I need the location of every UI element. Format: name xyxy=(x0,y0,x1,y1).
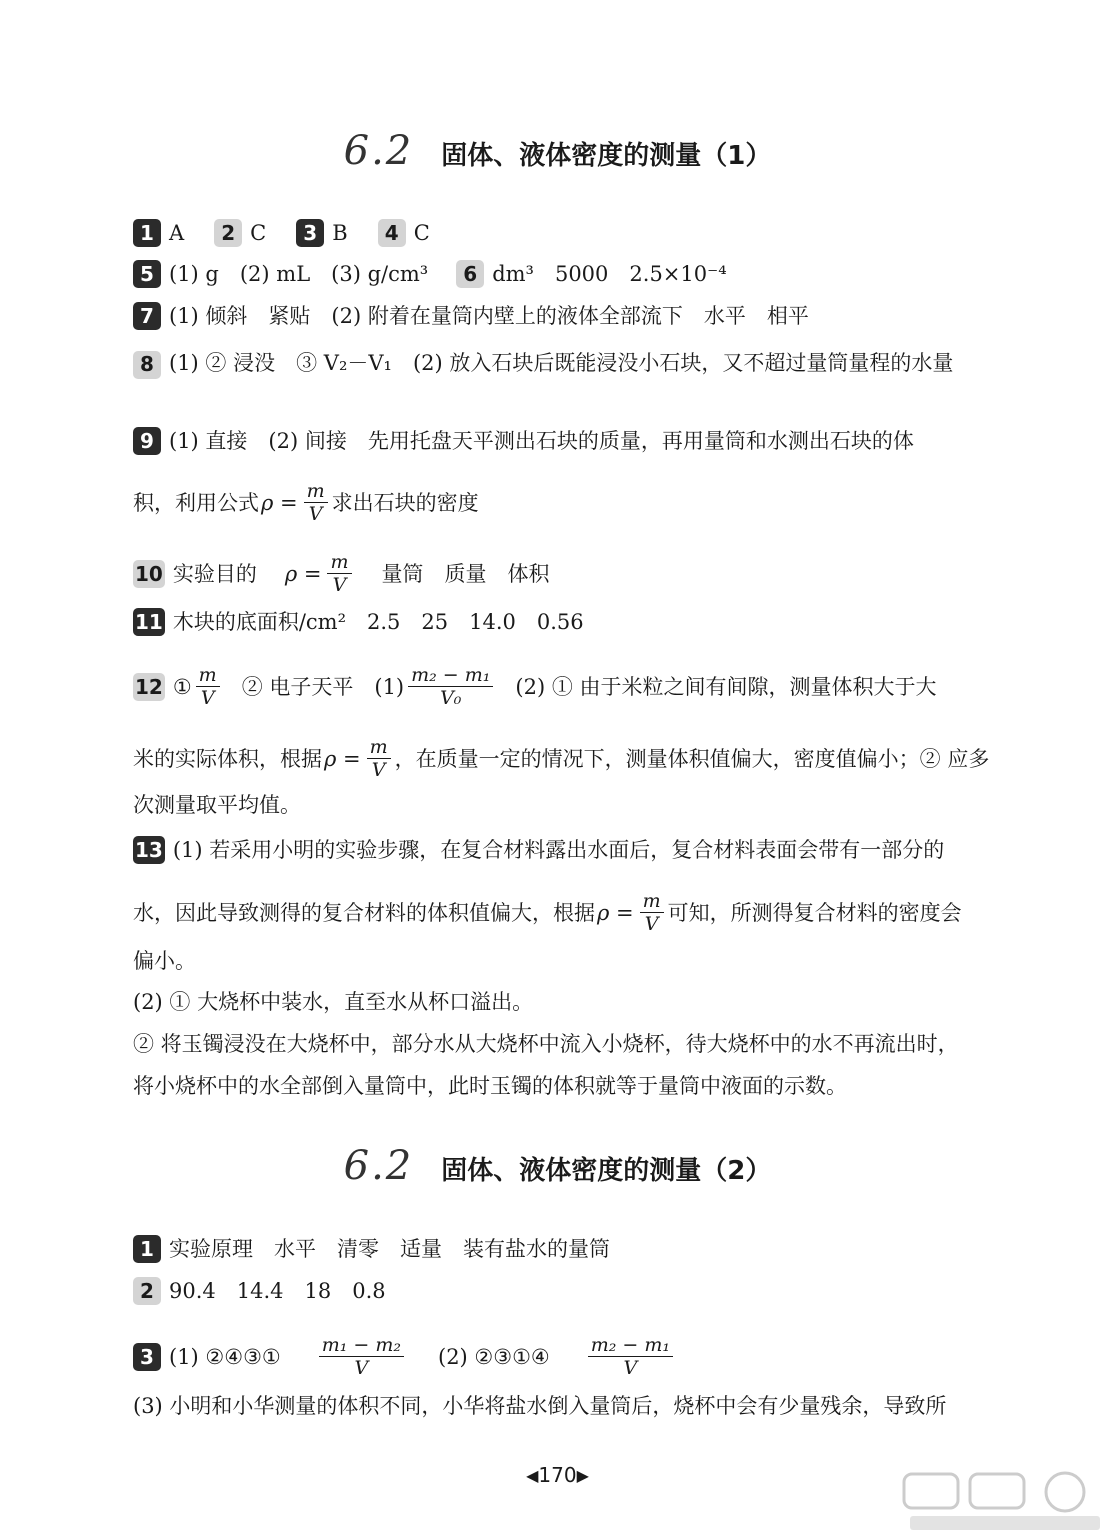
answer-text: 90.4 14.4 18 0.8 xyxy=(169,1279,386,1303)
answer-text: (2) ① 大烧杯中装水，直至水从杯口溢出。 xyxy=(133,990,534,1014)
fraction-m1-m2-over-V xyxy=(319,1334,404,1379)
answer-row-5-6 xyxy=(133,259,727,289)
formula-rho: ρ = xyxy=(324,746,361,771)
answer-text: 偏小。 xyxy=(133,949,196,973)
answer-row-9-line1 xyxy=(133,426,914,456)
denominator: V₀ xyxy=(440,687,462,709)
denominator: V xyxy=(354,1357,369,1379)
answer-text: (1) ② 浸没 ③ V₂－V₁ (2) 放入石块后既能浸没小石块，又不超过量筒量程的水量 xyxy=(169,351,954,375)
fraction-m-over-V xyxy=(196,664,220,709)
answer-text: ，在质量一定的情况下，测量体积值偏大，密度值偏小；② 应多 xyxy=(394,746,990,771)
question-badge: 2 xyxy=(214,219,242,247)
answer-row-12-line1 xyxy=(133,664,937,709)
question-badge: 3 xyxy=(296,219,324,247)
denominator: V xyxy=(332,574,347,596)
numerator: m₂ − m₁ xyxy=(408,664,493,687)
question-badge: 1 xyxy=(133,1235,161,1263)
numerator: m xyxy=(327,551,351,574)
answer-text: (2) ① 由于米粒之间有间隙，测量体积大于大 xyxy=(515,674,937,699)
answer-text: (1) g (2) mL (3) g/cm³ xyxy=(169,262,429,286)
answer-text: C xyxy=(250,221,267,245)
formula-rho: ρ = xyxy=(284,561,322,586)
section-heading: 固体、液体密度的测量（1） xyxy=(441,141,772,171)
s2-answer-row-1 xyxy=(133,1234,610,1264)
numerator: m xyxy=(367,736,391,759)
answer-text: (1) 直接 (2) 间接 先用托盘天平测出石块的质量，再用量筒和水测出石块的体 xyxy=(169,429,914,453)
answer-row-9-line2 xyxy=(133,480,479,525)
answer-text: 木块的底面积/cm² 2.5 25 14.0 0.56 xyxy=(172,610,584,634)
denominator: V xyxy=(623,1357,638,1379)
answer-text: 量筒 质量 体积 xyxy=(381,561,550,586)
fraction-m2-m1-over-V0 xyxy=(408,664,493,709)
numerator: m₂ − m₁ xyxy=(588,1334,673,1357)
section-title-1 xyxy=(0,128,1115,174)
numerator: m xyxy=(640,890,664,913)
answer-text: ② 将玉镯浸没在大烧杯中，部分水从大烧杯中流入小烧杯，待大烧杯中的水不再流出时， xyxy=(133,1032,959,1056)
question-badge: 10 xyxy=(135,561,163,586)
denominator: V xyxy=(644,913,659,935)
section-number: 6.2 xyxy=(343,128,414,174)
answer-text: 实验目的 xyxy=(172,561,257,586)
answer-text: (1) 若采用小明的实验步骤，在复合材料露出水面后，复合材料表面会带有一部分的 xyxy=(172,838,945,862)
numerator: m xyxy=(304,480,328,503)
question-badge: 3 xyxy=(133,1343,161,1371)
answer-text: B xyxy=(332,221,348,245)
answer-row-8 xyxy=(133,343,1018,384)
denominator: V xyxy=(308,503,323,525)
question-badge: 1 xyxy=(133,219,161,247)
answer-row-11 xyxy=(133,607,584,637)
question-badge: 6 xyxy=(456,260,484,288)
answer-text: 水，因此导致测得的复合材料的体积值偏大，根据 xyxy=(133,900,595,925)
fraction-m-over-V xyxy=(367,736,391,781)
question-badge: 2 xyxy=(133,1277,161,1305)
fraction-m-over-V xyxy=(327,551,351,596)
answer-text: 次测量取平均值。 xyxy=(133,793,301,817)
question-badge: 13 xyxy=(135,838,163,862)
s2-answer-row-3 xyxy=(133,1334,677,1379)
answer-row-13-line4 xyxy=(133,987,533,1017)
numerator: m₁ − m₂ xyxy=(319,1334,404,1357)
question-badge: 12 xyxy=(135,674,163,699)
question-badge: 7 xyxy=(133,302,161,330)
watermark-logo-icon xyxy=(900,1470,1110,1534)
answer-text: (1) ②④③① xyxy=(169,1344,281,1369)
answer-text: ① xyxy=(172,674,192,699)
formula-rho: ρ = xyxy=(261,490,298,515)
section-title-2 xyxy=(0,1143,1115,1189)
section-number: 6.2 xyxy=(343,1143,414,1189)
answer-row-13-line6 xyxy=(133,1071,847,1101)
right-triangle-icon: ▶ xyxy=(576,1466,589,1485)
s2-answer-row-2 xyxy=(133,1276,386,1306)
answer-text: 米的实际体积，根据 xyxy=(133,746,322,771)
answer-text: (1) 倾斜 紧贴 (2) 附着在量筒内壁上的液体全部流下 水平 相平 xyxy=(169,304,809,328)
answer-text: 将小烧杯中的水全部倒入量筒中，此时玉镯的体积就等于量筒中液面的示数。 xyxy=(133,1074,847,1098)
answer-text: (2) ②③①④ xyxy=(438,1344,550,1369)
answer-text: A xyxy=(169,221,185,245)
answer-text: ② 电子天平 (1) xyxy=(241,674,405,699)
question-badge: 4 xyxy=(378,219,406,247)
answer-row-10 xyxy=(133,551,550,596)
answer-row-12-line2 xyxy=(133,736,989,781)
s2-answer-row-3-3 xyxy=(133,1391,946,1421)
answer-text: (3) 小明和小华测量的体积不同，小华将盐水倒入量筒后，烧杯中会有少量残余，导致所 xyxy=(133,1394,947,1418)
question-badge: 11 xyxy=(135,610,163,634)
question-badge: 8 xyxy=(133,351,161,379)
fraction-m-over-V xyxy=(640,890,664,935)
answer-row-12-line3 xyxy=(133,790,301,820)
formula-rho: ρ = xyxy=(597,900,634,925)
numerator: m xyxy=(196,664,220,687)
question-badge: 5 xyxy=(133,260,161,288)
answer-text: C xyxy=(413,221,430,245)
answer-text: 可知，所测得复合材料的密度会 xyxy=(667,900,962,925)
section-heading: 固体、液体密度的测量（2） xyxy=(441,1156,772,1186)
denominator: V xyxy=(200,687,215,709)
answer-row-13-line5 xyxy=(133,1029,959,1059)
answer-row-13-line2 xyxy=(133,890,962,935)
answer-text: 求出石块的密度 xyxy=(331,490,479,515)
answer-text: 实验原理 水平 清零 适量 装有盐水的量筒 xyxy=(169,1237,610,1261)
answer-row-13-line1 xyxy=(133,835,944,865)
answer-row-1-4 xyxy=(133,218,430,248)
left-triangle-icon: ◀ xyxy=(526,1466,539,1485)
answer-row-7 xyxy=(133,301,809,331)
denominator: V xyxy=(371,759,386,781)
page-number-text: 170 xyxy=(538,1463,577,1487)
fraction-m-over-V xyxy=(304,480,328,525)
answer-row-13-line3 xyxy=(133,946,196,976)
answer-text: 积，利用公式 xyxy=(133,490,259,515)
question-badge: 9 xyxy=(133,427,161,455)
answer-text: dm³ 5000 2.5×10⁻⁴ xyxy=(492,262,727,286)
fraction-m2-m1-over-V xyxy=(588,1334,673,1379)
